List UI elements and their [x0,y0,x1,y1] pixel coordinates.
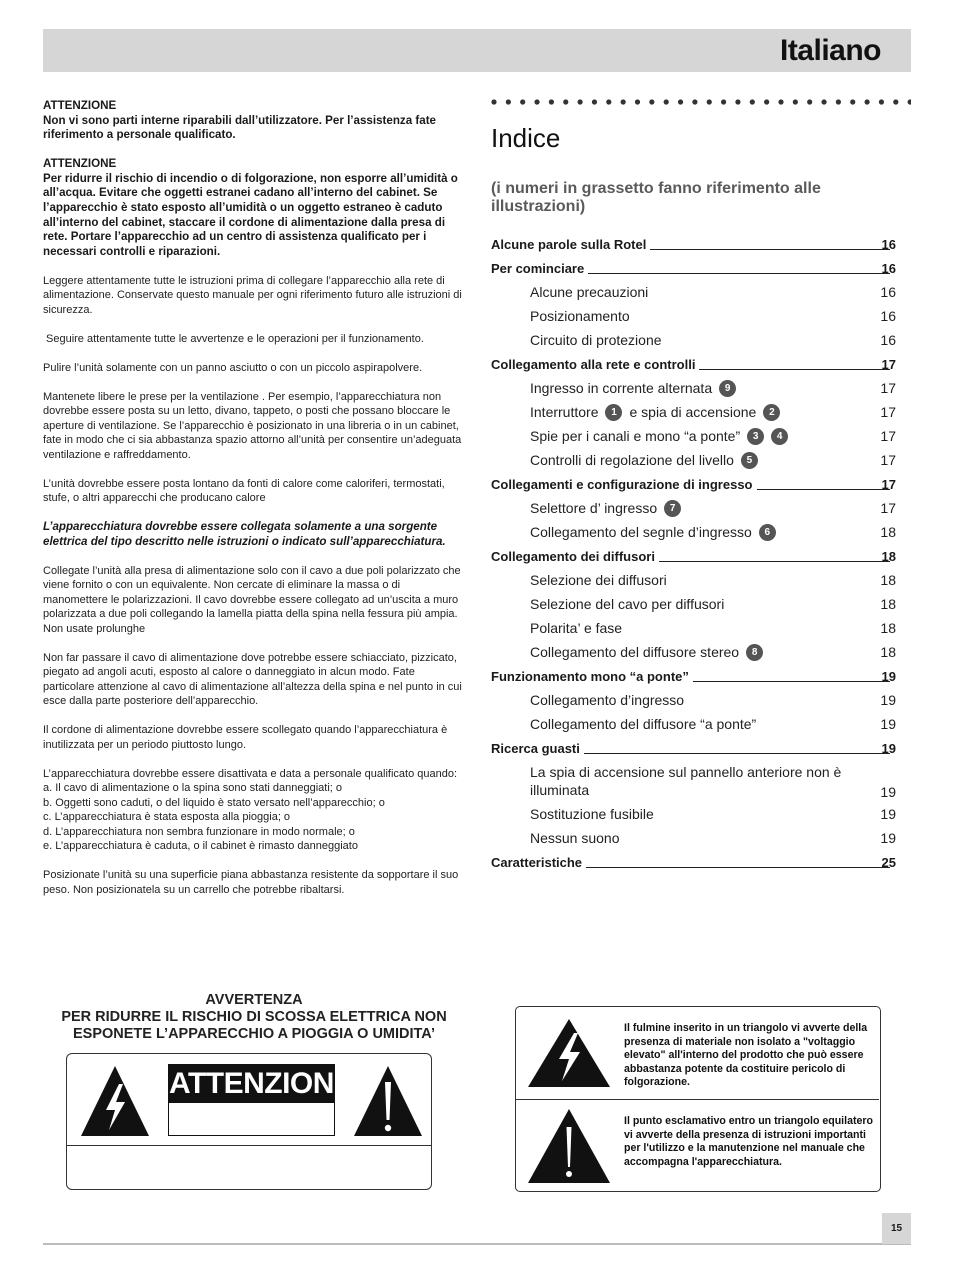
toc-entry[interactable]: Collegamento alla rete e controlli 17 [491,356,896,372]
toc-entry[interactable]: Collegamento dei diffusori 18 [491,548,896,564]
service-item: d. L’apparecchiatura non sembra funzionare in modo normale; o [43,825,355,838]
service-item: e. L’apparecchiatura è caduta, o il cabinet è rimasto danneggiato [43,840,358,853]
figure-badge: 5 [741,452,758,469]
figure-badge: 3 [747,428,764,445]
figure-badge: 7 [664,500,681,517]
header-bar [43,29,911,72]
dotted-divider [491,97,911,107]
paragraph-read-instructions: Leggere attentamente tutte le istruzioni prima di collegare l’apparecchio alla rete di alimentazione. Conservate questo manuale per ogni riferimento futuro alle istruzioni di sicurezza. [43,274,462,316]
toc-subtitle: (i numeri in grassetto fanno riferimento alle illustrazioni) [491,180,821,215]
shock-warning-heading: AVVERTENZA PER RIDURRE IL RISCHIO DI SCOSSA ELETTRICA NON ESPONETE L’APPARECCHIO A PIOGGIA O UMIDITA’ [61,992,447,1042]
toc-entry[interactable]: Collegamento d’ingresso 19 [530,692,896,708]
toc-entry[interactable]: Collegamento del segnle d’ingresso 6 18 [530,524,896,540]
toc-entry[interactable]: Selezione dei diffusori 18 [530,572,896,588]
toc-entry[interactable]: Ricerca guasti 19 [491,740,896,756]
exclamation-warning-icon [352,1064,424,1138]
paragraph-service-intro: L’apparecchiatura dovrebbe essere disattivata e data a personale qualificato quando: [43,767,458,780]
paragraph-follow-warnings: Seguire attentamente tutte le avvertenze e le operazioni per il funzionamento. [46,332,424,345]
toc-entry[interactable]: Circuito di protezione 16 [530,332,896,348]
paragraph-power-source: L’apparecchiatura dovrebbe essere collegata solamente a una sorgente elettrica del tipo descritto nelle istruzioni o indicato sull’apparecchiatura. [43,520,446,548]
footer-rule [43,1243,911,1245]
paragraph-ventilation: Mantenete libere le prese per la ventilazione . Per esempio, l’apparecchiatura non dovrebbe essere posta su un letto, divano, tappeto, o posti che possano bloccare le aperture di ventilazione. Se l’apparecchio è posizionato in una libreria o in un cabinet, fate in modo che ci sia abbastanza spazio attorno all’unità per consentire un’adeguata ventilazione e raffreddamento. [43,390,462,461]
caution-label: ATTENZIONE [169,1065,334,1103]
warning-2-heading: ATTENZIONE [43,157,117,171]
toc-entry[interactable]: Controlli di regolazione del livello 5 17 [530,452,896,468]
exclamation-triangle-icon [526,1107,612,1185]
page-language-title: Italiano [779,34,881,67]
page-number: 15 [882,1213,911,1244]
figure-badge: 4 [771,428,788,445]
figure-badge: 6 [759,524,776,541]
paragraph-power-cord: Non far passare il cavo di alimentazione dove potrebbe essere schiacciato, pizzicato, piegato ad angoli acuti, esposto al calore o danneggiato in alcun modo. Fate particolare attenzione al cavo di alimentazione all’altezza della spina e nel punto in cui esce dalla parte posteriore dell’apparecchio. [43,651,462,708]
paragraph-heat-sources: L’unità dovrebbe essere posta lontano da fonti di calore come caloriferi, termostati, stufe, o altri apparecchi che producano calore [43,477,445,505]
toc-entry[interactable]: La spia di accensione sul pannello anteriore non è illuminata 19 [530,764,896,800]
caution-label-box [66,1053,432,1190]
toc-entry[interactable]: Funzionamento mono “a ponte” 19 [491,668,896,684]
lightning-triangle-icon [526,1017,612,1089]
toc-entry[interactable]: Alcune precauzioni 16 [530,284,896,300]
figure-badge: 1 [605,404,622,421]
toc-entry[interactable]: Posizionamento 16 [530,308,896,324]
warning-1-heading: ATTENZIONE [43,99,117,112]
service-item: c. L’apparecchiatura è stata esposta alla pioggia; o [43,811,291,824]
toc-entry[interactable]: Alcune parole sulla Rotel 16 [491,236,896,252]
service-item: a. Il cavo di alimentazione o la spina sono stati danneggiati; o [43,782,343,795]
paragraph-unplug: Il cordone di alimentazione dovrebbe essere scollegato quando l’apparecchiatura è inutilizzata per un periodo piuttosto lungo. [43,724,448,751]
toc-entry[interactable]: Interruttore 1 e spia di accensione 2 17 [530,404,896,420]
service-item: b. Oggetti sono caduti, o del liquido è stato versato nell’apparecchio; o [43,796,385,809]
toc-entry[interactable]: Spie per i canali e mono “a ponte” 3 4 17 [530,428,896,444]
symbols-divider [516,1099,879,1100]
safety-column [43,99,465,897]
table-of-contents [491,232,896,874]
toc-entry[interactable]: Polarita’ e fase 18 [530,620,896,636]
toc-title: Indice [491,123,561,153]
paragraph-cleaning: Pulire l’unità solamente con un panno asciutto o con un piccolo aspirapolvere. [43,361,423,374]
exclamation-explanation: Il punto esclamativo entro un triangolo equilatero vi avverte della presenza di istruzioni importanti per l'utilizzo e la manutenzione nel manuale che accompagna l'apparecchiatura. [624,1115,873,1168]
toc-entry[interactable]: Selezione del cavo per diffusori 18 [530,596,896,612]
toc-entry[interactable]: Collegamenti e configurazione di ingresso 17 [491,476,896,492]
toc-entry[interactable]: Nessun suono 19 [530,830,896,846]
toc-entry[interactable]: Sostituzione fusibile 19 [530,806,896,822]
figure-badge: 8 [746,644,763,661]
caution-divider [67,1145,431,1146]
paragraph-polarized-plug: Collegate l’unità alla presa di alimentazione solo con il cavo a due poli polarizzato che viene fornito o con un equivalente. Non cercate di eliminare la massa o di manomettere le polarizzazioni. Il cavo dovrebbe essere collegato ad un’uscita a muro polarizzata a due poli collegando la lamella piatta della spina nella fessura più ampia. Non usate prolunghe [43,564,461,635]
toc-entry[interactable]: Caratteristiche 25 [491,854,896,870]
toc-entry[interactable]: Collegamento del diffusore “a ponte” 19 [530,716,896,732]
figure-badge: 2 [763,404,780,421]
symbols-explanation-box [515,1006,881,1192]
caution-badge [168,1064,354,1136]
warning-2-body: Per ridurre il rischio di incendio o di folgorazione, non esporre all’umidità o all’acqua. Evitare che oggetti estranei cadano all’interno del cabinet. Se l’apparecchio è stato esposto all’umidità o un oggetto estraneo è caduto all’interno del cabinet, staccare il cordone di alimentazione dalla presa di rete. Portare l’apparecchio ad un centro di assistenza qualificato per i necessari controlli e riparazioni. [43,171,458,258]
lightning-explanation: Il fulmine inserito in un triangolo vi avverte della presenza di materiale non isolato a "voltaggio elevato" all'interno del prodotto che può essere abbastanza potente da costituire pericolo di folgorazione. [624,1022,868,1088]
toc-entry[interactable]: Per cominciare 16 [491,260,896,276]
figure-badge: 9 [719,380,736,397]
warning-1-body: Non vi sono parti interne riparabili dall’utilizzatore. Per l’assistenza fate riferimento a personale qualificato. [43,113,436,142]
paragraph-placement: Posizionate l’unità su una superficie piana abbastanza resistente da sopportare il suo peso. Non posizionatela su un carrello che potrebbe ribaltarsi. [43,869,459,896]
lightning-warning-icon [79,1064,151,1138]
toc-entry[interactable]: Selettore d’ ingresso 7 17 [530,500,896,516]
toc-entry[interactable]: Ingresso in corrente alternata 9 17 [530,380,896,396]
toc-entry[interactable]: Collegamento del diffusore stereo 8 18 [530,644,896,660]
